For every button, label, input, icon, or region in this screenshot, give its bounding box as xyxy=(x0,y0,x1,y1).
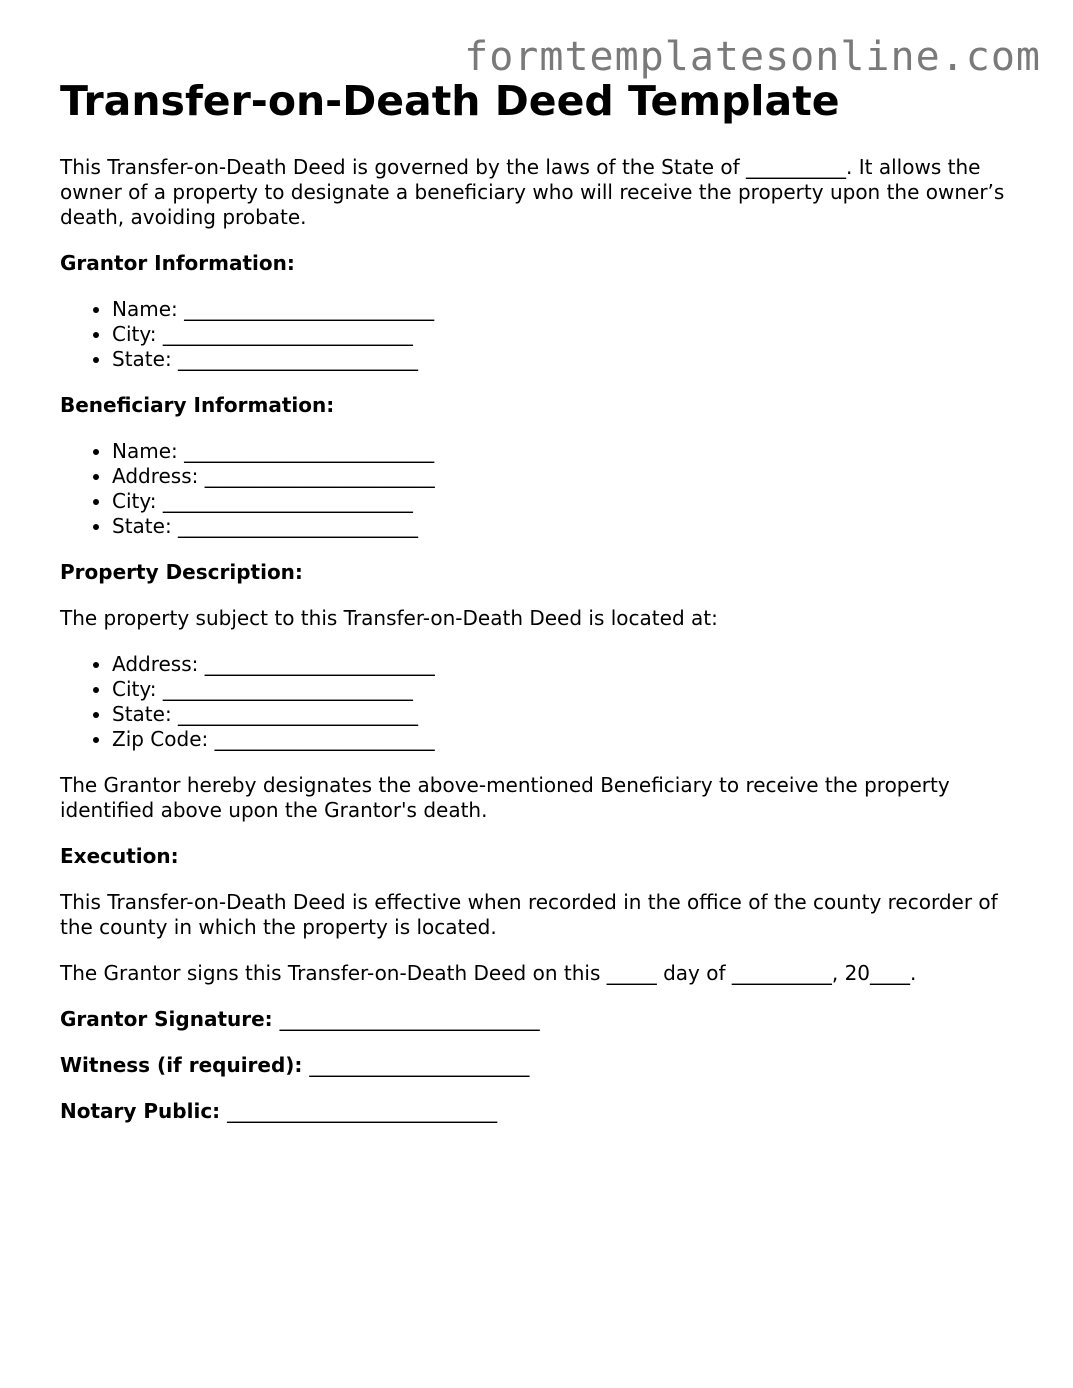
watermark: formtemplatesonline.com xyxy=(464,34,1041,80)
beneficiary-name-field: • Name: _________________________ xyxy=(112,439,1020,464)
notary-signature-label: Notary Public: xyxy=(60,1099,221,1123)
property-city-field: • City: _________________________ xyxy=(112,677,1020,702)
beneficiary-city-field: • City: _________________________ xyxy=(112,489,1020,514)
witness-signature-label: Witness (if required): xyxy=(60,1053,303,1077)
beneficiary-state-field: • State: ________________________ xyxy=(112,514,1020,539)
beneficiary-heading: Beneficiary Information: xyxy=(60,393,335,417)
grantor-heading: Grantor Information: xyxy=(60,251,295,275)
grantor-state-field: • State: ________________________ xyxy=(112,347,1020,372)
property-heading: Property Description: xyxy=(60,560,303,584)
grantor-city-field: • City: _________________________ xyxy=(112,322,1020,347)
grantor-signature-label: Grantor Signature: xyxy=(60,1007,273,1031)
grantor-signature-blank: __________________________ xyxy=(279,1007,540,1031)
document-title: Transfer-on-Death Deed Template xyxy=(60,77,840,125)
grantor-name-field: • Name: _________________________ xyxy=(112,297,1020,322)
witness-signature-blank: ______________________ xyxy=(309,1053,530,1077)
execution-effective-paragraph: This Transfer-on-Death Deed is effective when recorded in the office of the county recorder of the county in which the property is located. xyxy=(60,890,998,939)
property-state-field: • State: ________________________ xyxy=(112,702,1020,727)
property-intro: The property subject to this Transfer-on-Death Deed is located at: xyxy=(60,606,718,630)
property-field-list xyxy=(60,652,1020,752)
property-address-field: • Address: _______________________ xyxy=(112,652,1020,677)
intro-paragraph: This Transfer-on-Death Deed is governed by the laws of the State of __________. It allows the owner of a property to designate a beneficiary who will receive the property upon the owner’s death, avoiding probate. xyxy=(60,155,1005,229)
beneficiary-address-field: • Address: _______________________ xyxy=(112,464,1020,489)
designation-paragraph: The Grantor hereby designates the above-mentioned Beneficiary to receive the property identified above upon the Grantor's death. xyxy=(60,773,950,822)
document-body xyxy=(60,155,1020,1145)
property-zip-field: • Zip Code: ______________________ xyxy=(112,727,1020,752)
execution-heading: Execution: xyxy=(60,844,179,868)
execution-signing-paragraph: The Grantor signs this Transfer-on-Death Deed on this _____ day of __________, 20____. xyxy=(60,961,917,985)
grantor-signature-line xyxy=(60,1007,1020,1032)
notary-signature-blank: ___________________________ xyxy=(227,1099,498,1123)
notary-signature-line xyxy=(60,1099,1020,1124)
grantor-field-list xyxy=(60,297,1020,372)
witness-signature-line xyxy=(60,1053,1020,1078)
beneficiary-field-list xyxy=(60,439,1020,539)
